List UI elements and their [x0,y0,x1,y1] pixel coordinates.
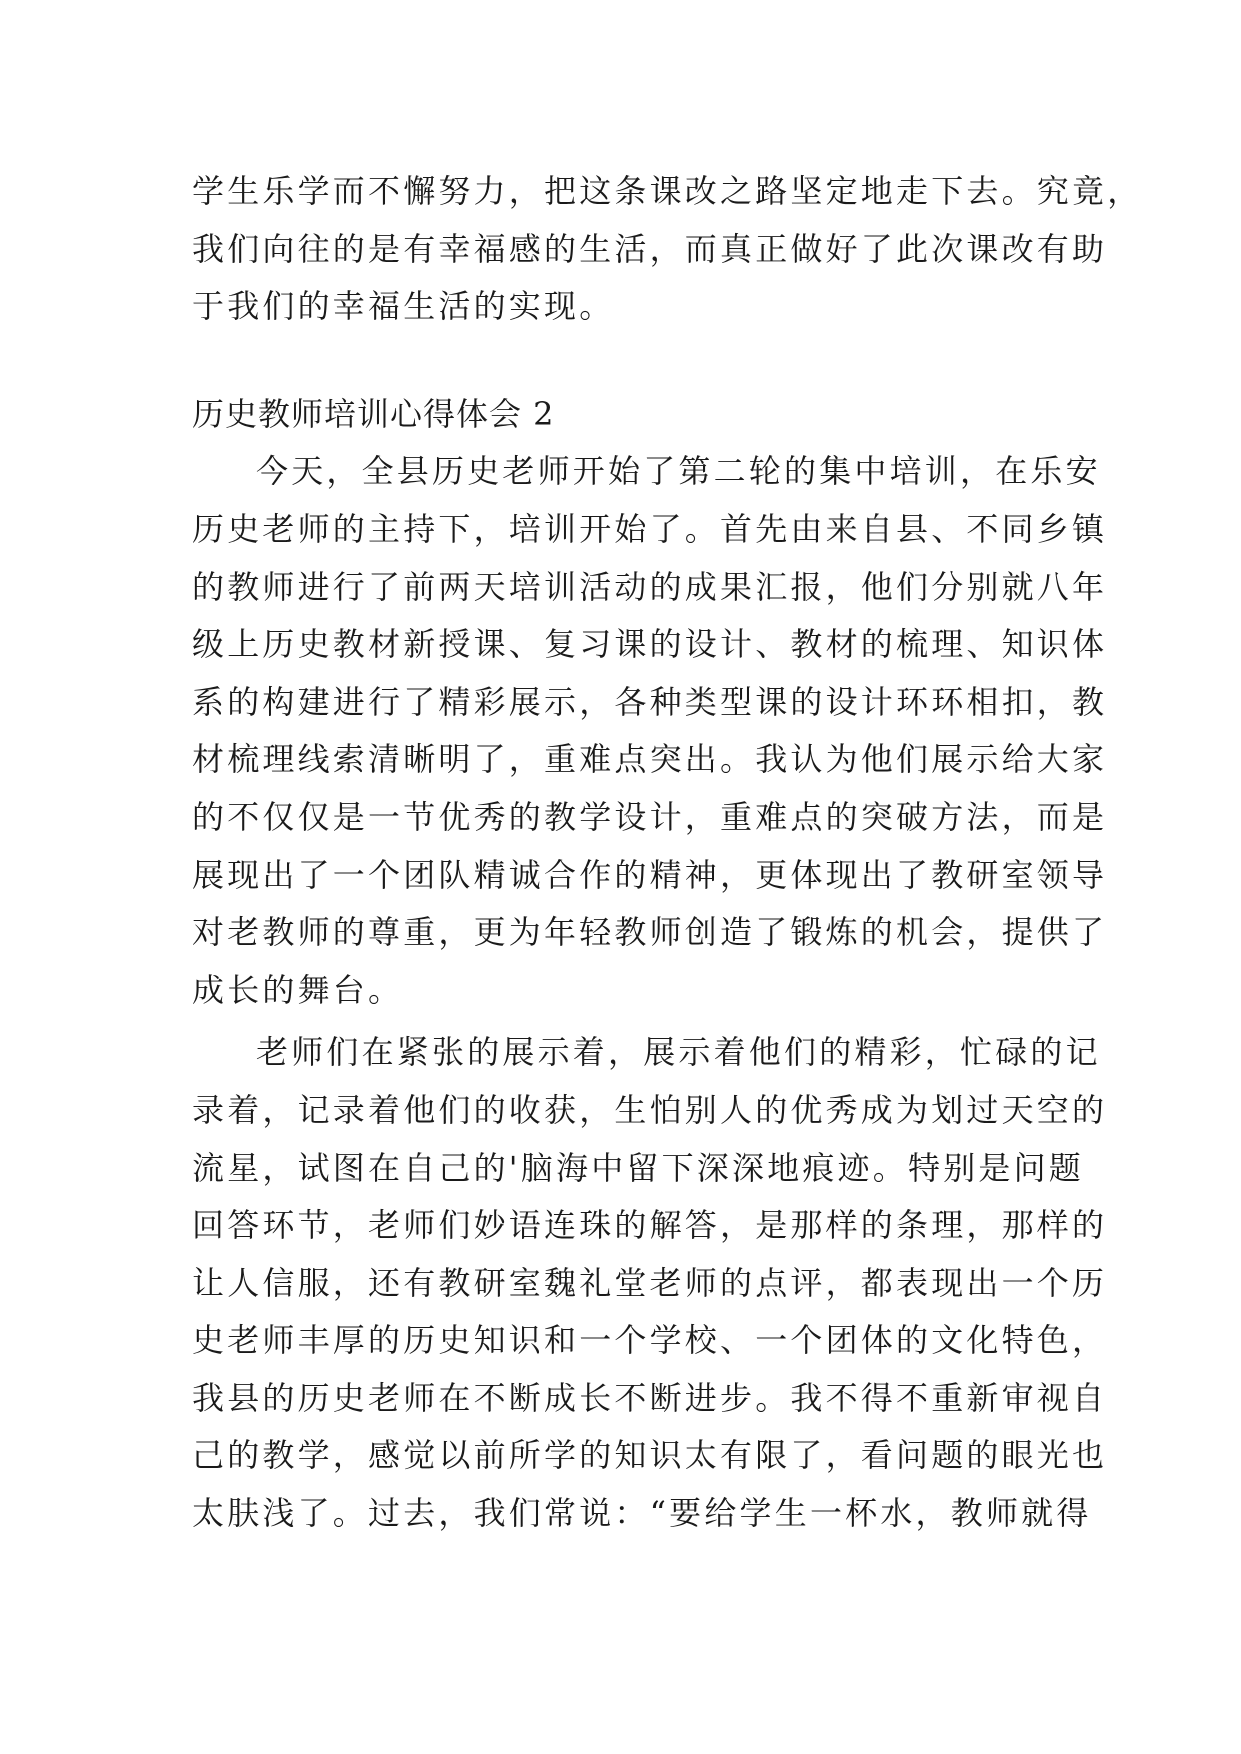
text-line: 老师们在紧张的展示着，展示着他们的精彩，忙碌的记 [256,1033,1101,1072]
text-line: 让人信服，还有教研室魏礼堂老师的点评，都表现出一个历 [192,1263,1108,1302]
intro-paragraph [192,163,1143,336]
paragraph-2 [192,1024,1108,1542]
text-line: 展现出了一个团队精诚合作的精神，更体现出了教研室领导 [192,855,1108,894]
text-line: 学生乐学而不懈努力，把这条课改之路坚定地走下去。究竟， [192,172,1143,210]
text-line: 历史老师的主持下，培训开始了。首先由来自县、不同乡镇 [192,509,1108,548]
document-body [192,163,1143,1543]
text-line: 我们向往的是有幸福感的生活，而真正做好了此次课改有助 [192,229,1108,268]
paragraph-1 [192,443,1108,1019]
text-line: 史老师丰厚的历史知识和一个学校、一个团体的文化特色， [192,1321,1108,1360]
text-line: 流星，试图在自己的'脑海中留下深深地痕迹。特别是问题 [192,1148,1084,1187]
text-line: 级上历史教材新授课、复习课的设计、教材的梳理、知识体 [192,625,1108,664]
text-line: 录着，记录着他们的收获，生怕别人的优秀成为划过天空的 [192,1090,1108,1129]
section-title: 历史教师培训心得体会 2 [192,394,555,433]
text-line: 对老教师的尊重，更为年轻教师创造了锻炼的机会，提供了 [192,913,1108,952]
text-line: 回答环节，老师们妙语连珠的解答，是那样的条理，那样的 [192,1206,1108,1245]
text-line: 的不仅仅是一节优秀的教学设计，重难点的突破方法，而是 [192,797,1108,836]
text-line: 材梳理线索清晰明了，重难点突出。我认为他们展示给大家 [192,740,1108,779]
text-line: 今天，全县历史老师开始了第二轮的集中培训，在乐安 [256,452,1101,491]
text-line: 我县的历史老师在不断成长不断进步。我不得不重新审视自 [192,1378,1108,1417]
text-line: 太肤浅了。过去，我们常说：“要给学生一杯水，教师就得 [192,1494,1092,1533]
text-line: 的教师进行了前两天培训活动的成果汇报，他们分别就八年 [192,567,1108,606]
text-line: 系的构建进行了精彩展示，各种类型课的设计环环相扣，教 [192,682,1108,721]
text-line: 成长的舞台。 [192,970,404,1009]
text-line: 于我们的幸福生活的实现。 [192,287,615,326]
text-line: 己的教学，感觉以前所学的知识太有限了，看问题的眼光也 [192,1436,1108,1475]
